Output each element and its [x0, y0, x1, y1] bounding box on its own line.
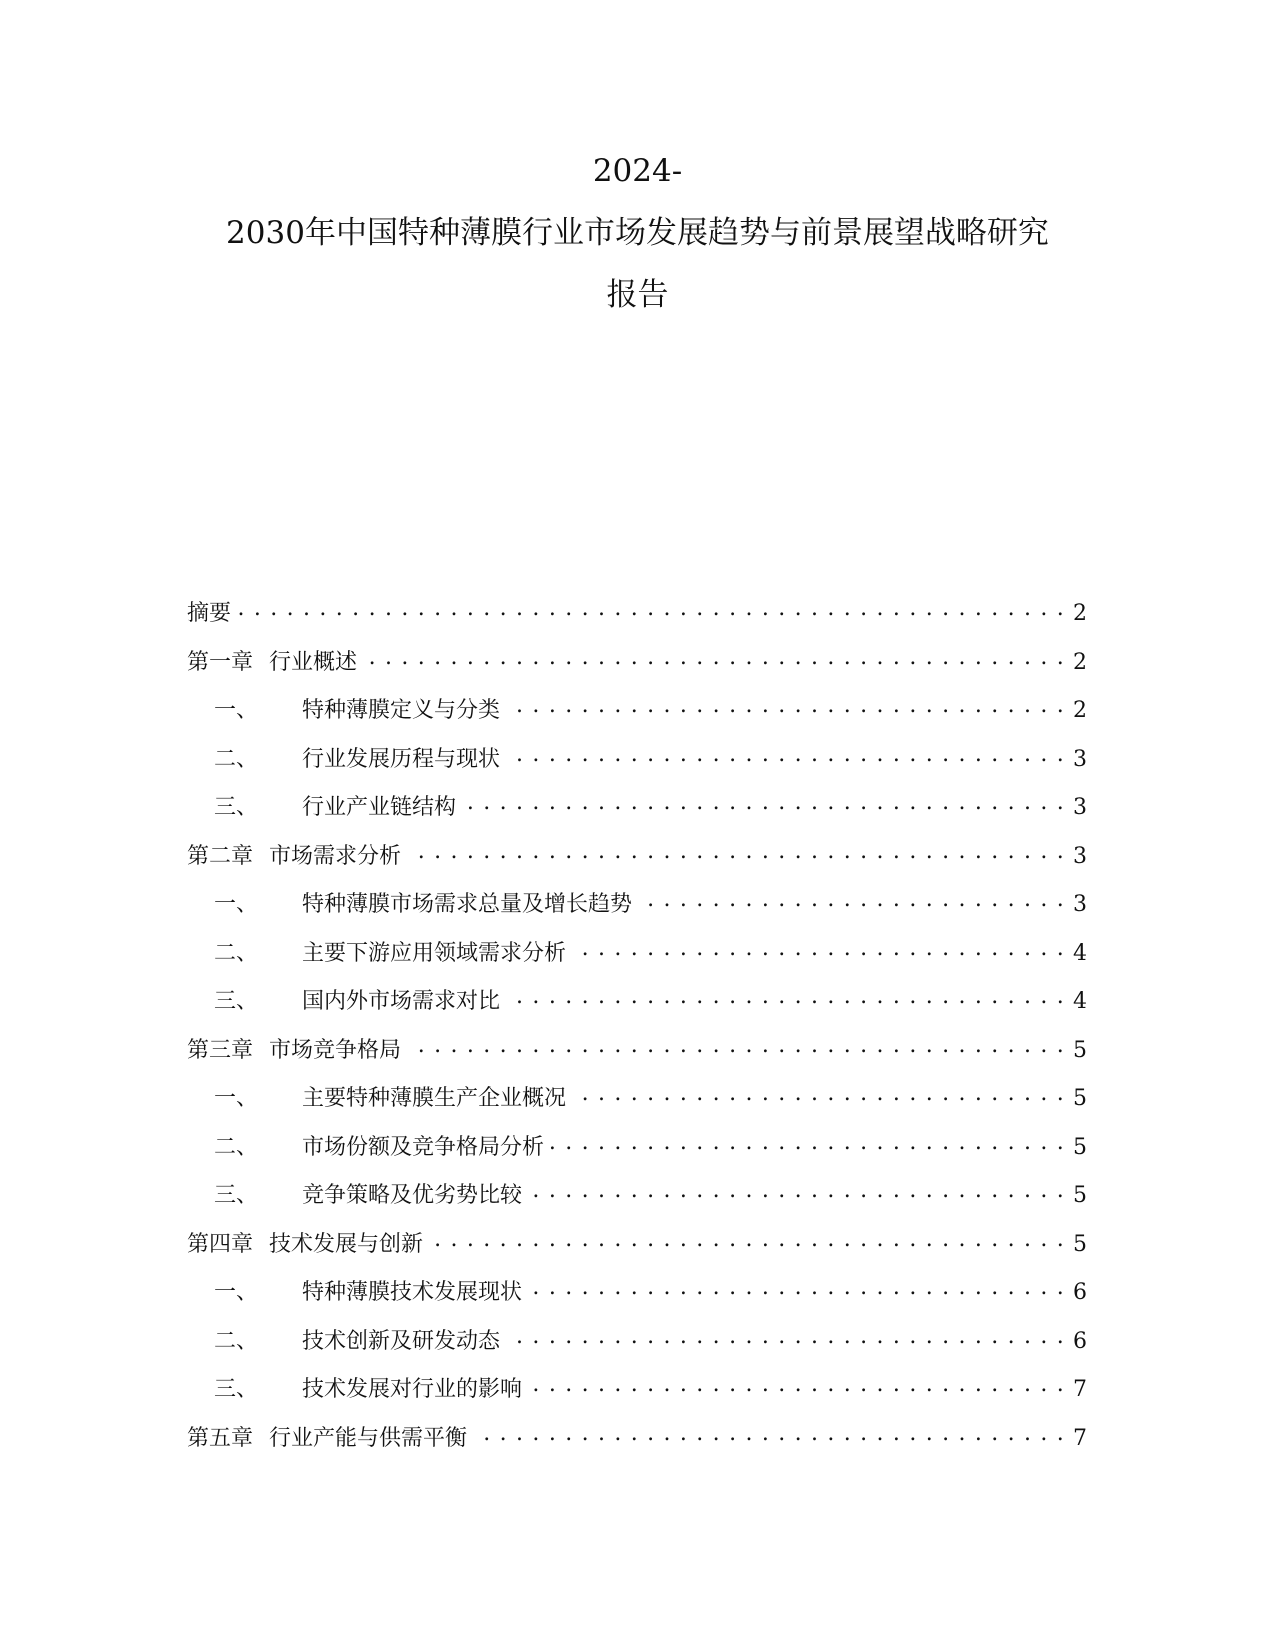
toc-entry-label: 特种薄膜定义与分类 [302, 698, 501, 723]
toc-entry-number: 三、 [214, 989, 259, 1014]
toc-entry-label: 竞争策略及优劣势比较 [302, 1183, 523, 1208]
toc-dot-leader [506, 744, 1065, 766]
toc-dot-leader [363, 647, 1065, 669]
toc-dot-leader [528, 1277, 1065, 1299]
toc-dot-leader [237, 598, 1065, 620]
toc-dot-leader [550, 1132, 1065, 1154]
toc-entry-number: 二、 [214, 746, 259, 772]
toc-dot-leader [506, 986, 1065, 1008]
toc-entry[interactable] [187, 887, 1087, 936]
toc-entry-label: 摘要 [187, 601, 232, 626]
toc-entry-label: 市场份额及竞争格局分析 [302, 1134, 545, 1160]
toc-entry[interactable] [187, 984, 1087, 1033]
toc-entry-label: 行业发展历程与现状 [302, 746, 501, 772]
title-line-3: 报告 [606, 277, 669, 313]
toc-entry-page-number: 2 [1073, 601, 1087, 626]
toc-entry-label: 主要特种薄膜生产企业概况 [302, 1086, 567, 1111]
toc-entry[interactable] [187, 1227, 1087, 1276]
toc-entry-page-number: 4 [1073, 989, 1087, 1014]
title-line-2: 2030年中国特种薄膜行业市场发展趋势与前景展望战略研究 [226, 215, 1049, 251]
toc-entry-number: 一、 [214, 1280, 259, 1305]
toc-entry-page-number: 3 [1073, 892, 1087, 917]
toc-entry-number: 二、 [214, 940, 259, 966]
toc-entry[interactable] [187, 1178, 1087, 1227]
toc-entry[interactable] [187, 1275, 1087, 1324]
toc-entry-label: 市场需求分析 [269, 843, 402, 869]
toc-entry[interactable] [187, 839, 1087, 888]
toc-dot-leader [407, 841, 1065, 863]
toc-entry-label: 技术发展与创新 [269, 1231, 424, 1257]
toc-entry-number: 三、 [214, 1377, 259, 1402]
toc-entry-page-number: 7 [1073, 1377, 1087, 1402]
toc-dot-leader [473, 1423, 1065, 1445]
report-title [0, 140, 1275, 326]
toc-entry-page-number: 3 [1073, 843, 1087, 869]
toc-entry-label: 特种薄膜技术发展现状 [302, 1280, 523, 1305]
toc-entry-page-number: 3 [1073, 746, 1087, 772]
toc-entry-label: 技术发展对行业的影响 [302, 1377, 523, 1402]
toc-entry-page-number: 5 [1073, 1086, 1087, 1111]
toc-dot-leader [528, 1374, 1065, 1396]
toc-entry-number: 第一章 [187, 649, 254, 675]
table-of-contents [187, 596, 1087, 1469]
toc-dot-leader [429, 1229, 1065, 1251]
toc-entry-number: 一、 [214, 892, 259, 917]
toc-entry-page-number: 4 [1073, 940, 1087, 966]
toc-entry[interactable] [187, 1372, 1087, 1421]
toc-entry[interactable] [187, 1081, 1087, 1130]
toc-entry-page-number: 3 [1073, 795, 1087, 820]
toc-entry[interactable] [187, 645, 1087, 694]
toc-entry-label: 行业产业链结构 [302, 795, 457, 820]
toc-entry-number: 第四章 [187, 1231, 254, 1257]
toc-entry-label: 国内外市场需求对比 [302, 989, 501, 1014]
toc-dot-leader [506, 695, 1065, 717]
toc-entry-label: 行业产能与供需平衡 [269, 1425, 468, 1451]
toc-entry-number: 一、 [214, 698, 259, 723]
toc-entry[interactable] [187, 596, 1087, 645]
toc-entry-number: 一、 [214, 1086, 259, 1111]
toc-entry-label: 市场竞争格局 [269, 1037, 402, 1063]
toc-entry-label: 特种薄膜市场需求总量及增长趋势 [302, 892, 633, 917]
toc-entry[interactable] [187, 693, 1087, 742]
toc-entry-number: 二、 [214, 1328, 259, 1354]
toc-dot-leader [572, 1083, 1065, 1105]
toc-entry-number: 三、 [214, 1183, 259, 1208]
toc-dot-leader [528, 1180, 1065, 1202]
toc-dot-leader [638, 889, 1065, 911]
toc-entry-page-number: 2 [1073, 698, 1087, 723]
toc-entry-page-number: 5 [1073, 1037, 1087, 1063]
toc-entry-page-number: 7 [1073, 1425, 1087, 1451]
toc-entry[interactable] [187, 742, 1087, 791]
toc-entry-label: 主要下游应用领域需求分析 [302, 940, 567, 966]
toc-dot-leader [506, 1326, 1065, 1348]
title-line-1: 2024- [592, 153, 683, 189]
toc-entry-number: 二、 [214, 1134, 259, 1160]
toc-dot-leader [407, 1035, 1065, 1057]
toc-entry-number: 三、 [214, 795, 259, 820]
toc-entry-page-number: 2 [1073, 649, 1087, 675]
toc-entry-number: 第五章 [187, 1425, 254, 1451]
toc-entry-page-number: 5 [1073, 1231, 1087, 1257]
toc-entry-label: 行业概述 [269, 649, 358, 675]
toc-entry[interactable] [187, 1421, 1087, 1470]
toc-entry[interactable] [187, 936, 1087, 985]
toc-entry[interactable] [187, 1033, 1087, 1082]
toc-entry-page-number: 6 [1073, 1328, 1087, 1354]
toc-entry-number: 第二章 [187, 843, 254, 869]
toc-entry-number: 第三章 [187, 1037, 254, 1063]
toc-entry-page-number: 5 [1073, 1134, 1087, 1160]
toc-entry-label: 技术创新及研发动态 [302, 1328, 501, 1354]
toc-dot-leader [462, 792, 1065, 814]
toc-entry[interactable] [187, 790, 1087, 839]
toc-entry-page-number: 6 [1073, 1280, 1087, 1305]
toc-entry[interactable] [187, 1130, 1087, 1179]
toc-dot-leader [572, 938, 1065, 960]
toc-entry[interactable] [187, 1324, 1087, 1373]
toc-entry-page-number: 5 [1073, 1183, 1087, 1208]
